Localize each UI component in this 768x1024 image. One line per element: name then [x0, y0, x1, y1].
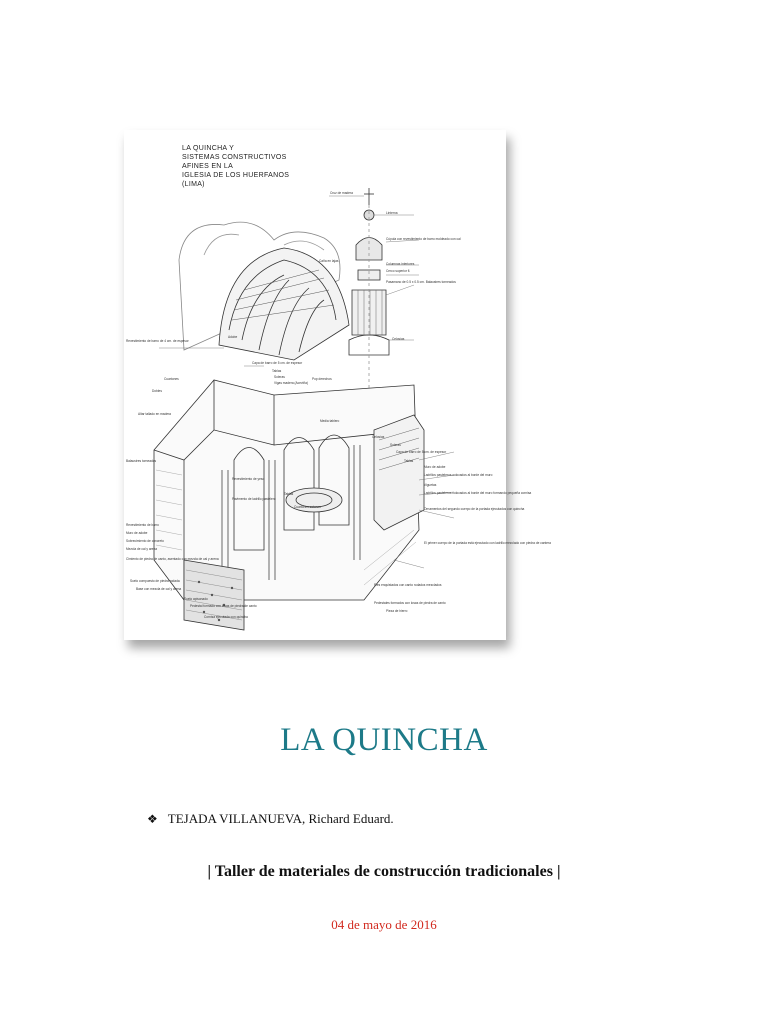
callout-label: Soleras [390, 443, 401, 447]
callout-label: Tablas [404, 459, 414, 463]
callout-label: Pop derechos [312, 377, 332, 381]
diamond-bullet-icon: ❖ [147, 811, 158, 826]
caption-line: LA QUINCHA Y [182, 145, 235, 152]
callout-label: Columnas interiores [386, 262, 415, 266]
callout-label: Revestimiento de yeso [232, 477, 265, 481]
callout-label: Muro de adobe [424, 465, 446, 469]
callout-label: Pedestales formados con losas de piedra de canto [374, 601, 446, 605]
callout-label: Pasamano de 0.5 x 0.5 cm. Balaustres torneados [386, 280, 456, 284]
callout-label: Adobe [228, 335, 238, 339]
caption-line: SISTEMAS CONSTRUCTIVOS [182, 154, 287, 161]
callout-label: Dobles [152, 389, 162, 393]
callout-label: Revestimiento de barro [126, 523, 159, 527]
callout-label: Cerco superior fl. [386, 269, 411, 273]
callout-label: Altar tallado en madera [138, 412, 171, 416]
callout-label: Muro de adobe [126, 531, 148, 535]
document-title: LA QUINCHA [280, 722, 488, 758]
callout-label: Tablas [272, 369, 282, 373]
callout-label: Media tablero [320, 419, 340, 423]
callout-label: Soleras [274, 375, 285, 379]
callout-label: Ornamentos del segundo cuerpo de la portada ejecutados con quincha [424, 507, 525, 511]
callout-label: Revestimiento de barro de 4 cm. de espesor [126, 339, 189, 343]
course-name: | Taller de materiales de construcción tradicionales | [207, 863, 561, 880]
callout-label: Mezcla de cal y arena [126, 547, 158, 551]
callout-label: Pavimento de ladrillo pastelero [232, 497, 276, 501]
callout-label: Suelo apisonado [184, 597, 208, 601]
callout-label: Pies enquistados con canto rodados mezclados [374, 583, 442, 587]
cover-illustration [124, 130, 551, 640]
caption-line: (LIMA) [182, 181, 205, 188]
author-name: TEJADA VILLANUEVA, Richard Eduard. [167, 811, 394, 826]
callout-label: Sobrecimiento de concreto [126, 539, 164, 543]
callout-label: Cornisa ejecutada con quincha [204, 615, 248, 619]
callout-label: Balaustres torneados [126, 459, 157, 463]
callout-label: Vigas madera (Aceviña) [274, 381, 308, 385]
callout-label: Capa de barro de 5 cm. de espesor [396, 450, 447, 454]
callout-label: Viguetas [424, 483, 437, 487]
callout-label: Linterna [386, 211, 398, 215]
callout-label: Capa de barro de 5 cm. de espesor [252, 361, 303, 365]
caption-line: AFINES EN LA [182, 163, 234, 170]
callout-label: Ladrillos pasteleros colocados al borde del muro [424, 473, 493, 477]
callout-label: Cuartones [164, 377, 179, 381]
church-axonometric-drawing [124, 130, 551, 640]
callout-label: Cimiento de piedra de canto, asentado con mezcla de cal y arena [126, 557, 219, 561]
callout-label: El primer cuerpo de la portada está ejecutado con ladrillo mezclado con piedra de cantera [424, 541, 551, 545]
callout-label: Cuartones estones [294, 505, 321, 509]
callout-label: Suelo compuesto de piedra rodada [130, 579, 180, 583]
callout-label: Ladrillos pasteleros colocados al borde del muro formando pequeña cornisa [424, 491, 532, 495]
callout-label: Base con mezcla de cal y arena [136, 587, 182, 591]
callout-label: Pedestal formado con losas de piedra de canto [190, 604, 257, 608]
callout-label: Celosías [392, 337, 405, 341]
callout-label: Tablas [284, 492, 294, 496]
callout-label: Pieza de hierro [386, 609, 408, 613]
callout-label: Caña en lajas [319, 259, 339, 263]
callout-label: Cúpula con revestimiento de barro moldeado con cal [386, 237, 461, 241]
author-row [147, 811, 394, 827]
callout-label: Celosías [372, 435, 385, 439]
caption-line: IGLESIA DE LOS HUERFANOS [182, 172, 290, 179]
document-date: 04 de mayo de 2016 [331, 917, 437, 932]
callout-label: Cruz de madera [330, 191, 353, 195]
